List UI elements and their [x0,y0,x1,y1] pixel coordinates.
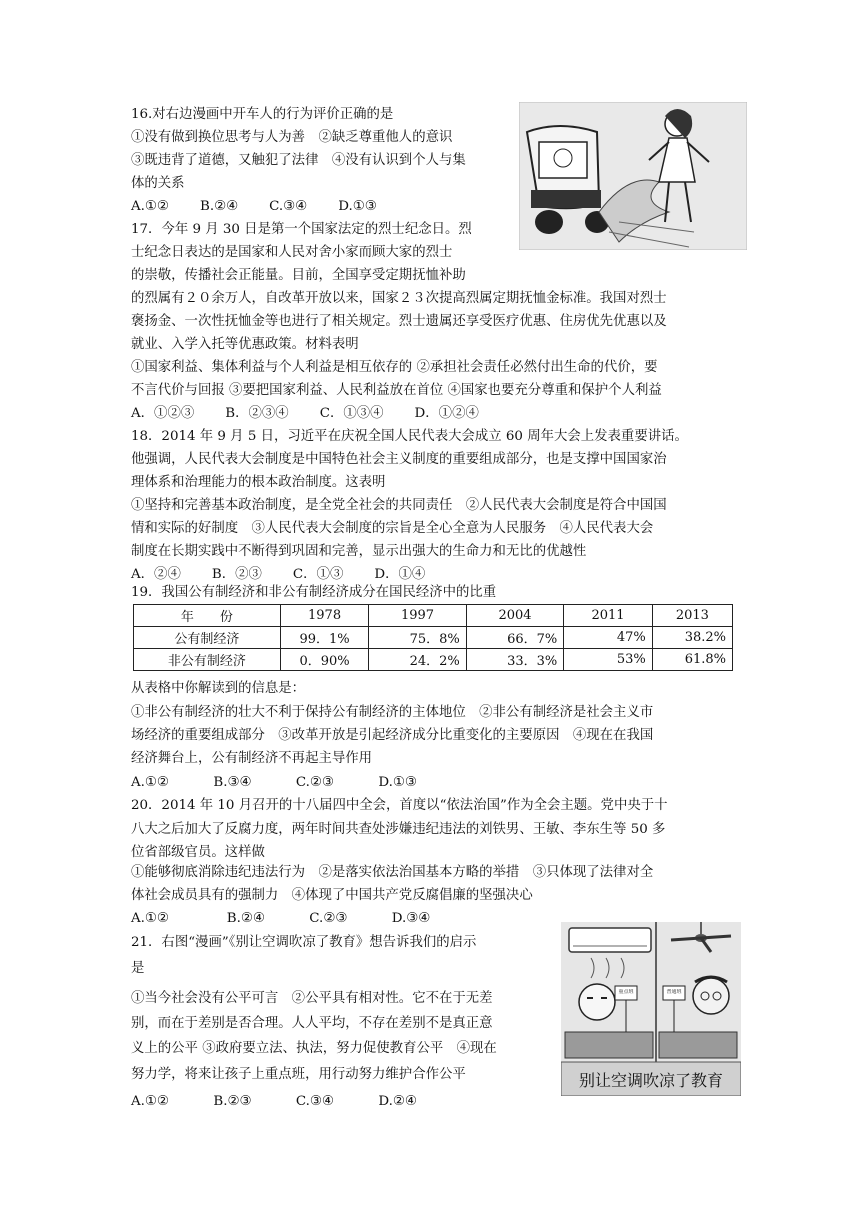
q17-options: A．①②③ B．②③④ C．①③④ D．①②④ [131,406,479,421]
q19-line: ①非公有制经济的壮大不利于保持公有制经济的主体地位 ②非公有制经济是社会主义市 [131,705,654,720]
q21-line: 别，而在于差别是否合理。人人平均，不存在差别不是真正意 [131,1016,493,1031]
table-cell: 38.2% [652,627,732,649]
table-cell: 1978 [280,605,368,627]
q17-line: 的崇敬，传播社会正能量。目前，全国享受定期抚恤补助 [131,268,466,283]
q17-line: 的烈属有２０余万人，自改革开放以来，国家２３次提高烈属定期抚恤金标准。我国对烈士 [131,291,667,306]
q21-options: A.①② B.②③ C.③④ D.②④ [131,1094,417,1109]
table-cell: 2011 [564,605,652,627]
q19-line: 经济舞台上，公有制经济不再起主导作用 [131,751,373,766]
q18-line: ①坚持和完善基本政治制度，是全党全社会的共同责任 ②人民代表大会制度是符合中国国 [131,498,667,513]
car-splash-cartoon [519,102,747,250]
q19-options: A.①② B.③④ C.②③ D.①③ [131,775,417,790]
table-cell: 非公有制经济 [134,649,281,671]
q17-line: 17．今年 9 月 30 日是第一个国家法定的烈士纪念日。烈 [131,222,472,237]
table-cell: 1997 [369,605,466,627]
table-cell: 66．7% [466,627,563,649]
table-cell: 75．8% [369,627,466,649]
q20-line: 体社会成员具有的强制力 ④体现了中国共产党反腐倡廉的坚强决心 [131,888,533,903]
q17-line: ①国家利益、集体利益与个人利益是相互依存的 ②承担社会责任必然付出生命的代价，要 [131,360,658,375]
table-cell: 公有制经济 [134,627,281,649]
q19-title: 19．我国公有制经济和非公有制经济成分在国民经济中的比重 [131,585,497,600]
q21-line: 义上的公平 ③政府要立法、执法，努力促使教育公平 ④现在 [131,1041,497,1056]
table-cell: 2013 [652,605,732,627]
table-cell: 47% [564,627,652,649]
q17-line: 不言代价与回报 ③要把国家利益、人民利益放在首位 ④国家也要充分尊重和保护个人利益 [131,383,662,398]
air-conditioner-cartoon [561,922,741,1096]
q17-line: 褒扬金、一次性抚恤金等也进行了相关规定。烈士遗属还享受医疗优惠、住房优先优惠以及 [131,314,667,329]
q21-line: 努力学，将来让孩子上重点班，用行动努力维护合作公平 [131,1067,466,1082]
q18-line: 理体系和治理能力的根本政治制度。这表明 [131,475,386,490]
q16-options: A.①② B.②④ C.③④ D.①③ [131,199,377,214]
q21-line: 是 [131,961,145,976]
q20-line: 20．2014 年 10 月召开的十八届四中全会，首度以“依法治国”作为全会主题。党中央于十 [131,798,668,813]
table-cell: 24．2% [369,649,466,671]
q16-line: ①没有做到换位思考与人为善 ②缺乏尊重他人的意识 [131,130,453,145]
q17-line: 士纪念日表达的是国家和人民对舍小家而顾大家的烈士 [131,245,453,260]
q20-line: 位省部级官员。这样做 [131,845,265,860]
q16-line: 体的关系 [131,176,185,191]
q20-line: ①能够彻底消除违纪违法行为 ②是落实依法治国基本方略的举措 ③只体现了法律对全 [131,865,654,880]
q21-line: 21．右图“漫画”《别让空调吹凉了教育》想告诉我们的启示 [131,935,477,950]
q18-line: 制度在长期实践中不断得到巩固和完善，显示出强大的生命力和无比的优越性 [131,544,587,559]
q19-line: 从表格中你解读到的信息是： [131,681,306,696]
q16-line: 16.对右边漫画中开车人的行为评价正确的是 [131,107,394,122]
q17-line: 就业、入学入托等优惠政策。材料表明 [131,337,359,352]
table-row [134,627,733,649]
sign-normal-class: 普通班 [666,989,682,995]
table-cell: 33．3% [466,649,563,671]
table-cell: 53% [564,649,652,671]
q16-line: ③既违背了道德，又触犯了法律 ④没有认识到个人与集 [131,153,466,168]
q18-line: 18．2014 年 9 月 5 日，习近平在庆祝全国人民代表大会成立 60 周年大会上发表重要讲话。 [131,429,688,444]
q20-line: 八大之后加大了反腐力度，两年时间共查处涉嫌违纪违法的刘铁男、王敏、李东生等 50 多 [131,822,666,837]
q19-line: 场经济的重要组成部分 ③改革开放是引起经济成分比重变化的主要原因 ④现在在我国 [131,728,654,743]
table-row [134,649,733,671]
table-cell: 99．1% [280,627,368,649]
cartoon-caption: 别让空调吹凉了教育 [578,1071,723,1090]
q20-options: A.①② B.②④ C.②③ D.③④ [131,911,431,926]
economy-share-table [133,604,733,671]
q18-line: 情和实际的好制度 ③人民代表大会制度的宗旨是全心全意为人民服务 ④人民代表大会 [131,521,654,536]
sign-key-class: 重点班 [618,989,634,995]
table-header-row [134,605,733,627]
q18-line: 他强调，人民代表大会制度是中国特色社会主义制度的重要组成部分，也是支撑中国国家治 [131,452,667,467]
q18-options: A．②④ B．②③ C．①③ D．①④ [131,567,426,582]
table-cell: 61.8% [652,649,732,671]
q21-line: ①当今社会没有公平可言 ②公平具有相对性。它不在于无差 [131,991,493,1006]
table-cell: 0．90% [280,649,368,671]
table-cell: 2004 [466,605,563,627]
table-cell: 年 份 [134,605,281,627]
